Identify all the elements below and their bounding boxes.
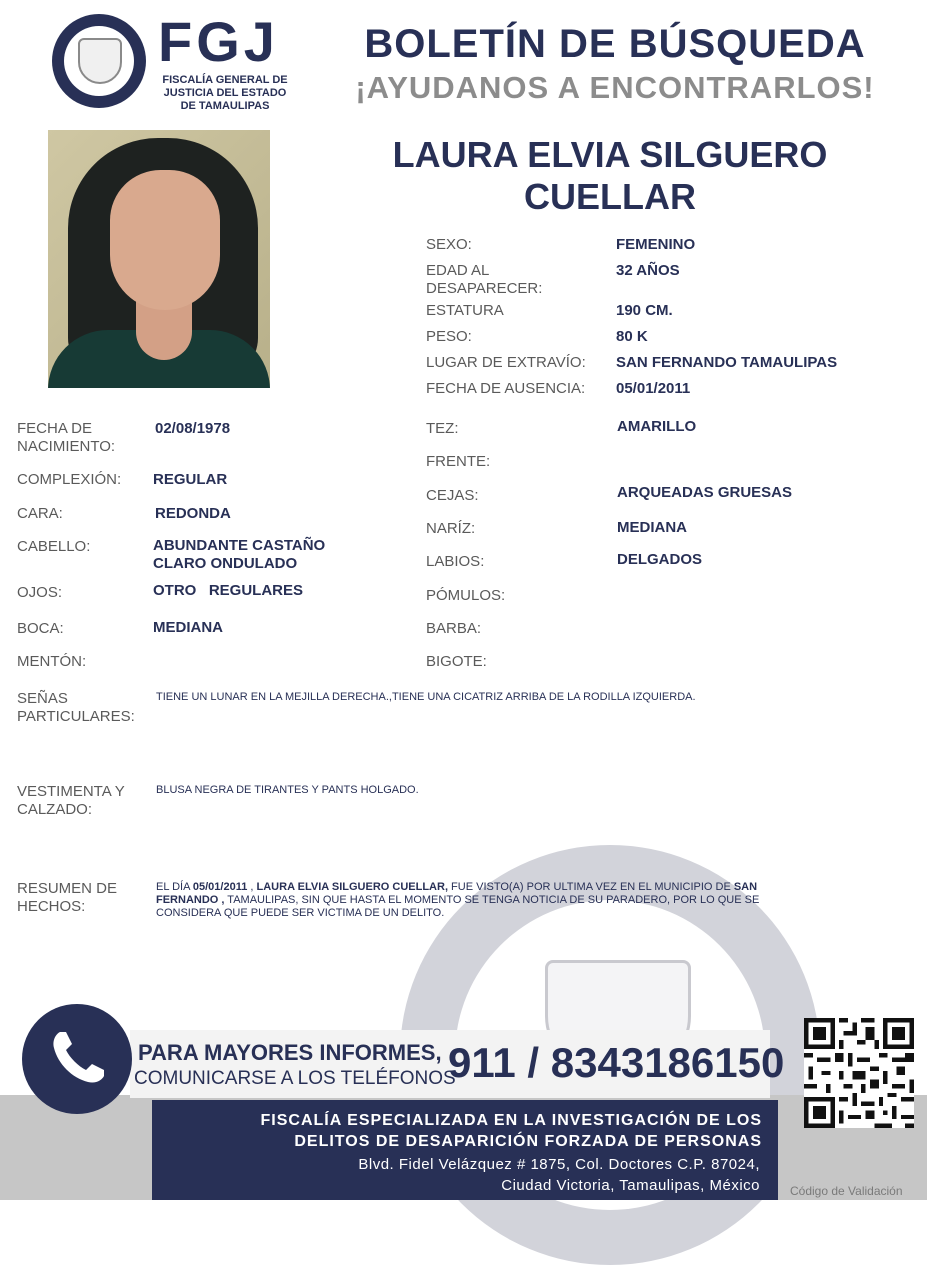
contact-heading: PARA MAYORES INFORMES, [138,1040,442,1065]
complexion-value: REGULAR [153,471,228,488]
cejas-label: CEJAS: [426,487,479,504]
senas-label [17,690,135,726]
address-line: Ciudad Victoria, Tamaulipas, México [501,1177,760,1194]
lugar-value: SAN FERNANDO TAMAULIPAS [616,354,838,371]
edad-label-line: DESAPARECER: [426,280,543,297]
fiscalia-name-line: DELITOS DE DESAPARICIÓN FORZADA DE PERSONAS [294,1133,762,1150]
resumen-text [156,881,846,920]
person-name-line: LAURA ELVIA SILGUERO [392,134,828,175]
nacimiento-label-line: FECHA DE [17,420,93,437]
contact-subheading: COMUNICARSE A LOS TELÉFONOS [134,1068,456,1089]
pomulos-label: PÓMULOS: [426,587,506,604]
sexo-label: SEXO: [426,236,472,253]
tez-value: AMARILLO [617,418,697,435]
person-name [340,134,880,218]
person-name-line: CUELLAR [524,176,696,217]
contact-phone-numbers[interactable]: 911 / 8343186150 [448,1039,785,1086]
vestimenta-label [17,783,125,819]
menton-label: MENTÓN: [17,653,87,670]
peso-label: PESO: [426,328,472,345]
logo-sub-line: JUSTICIA DEL ESTADO [163,87,287,99]
resumen-name: LAURA ELVIA SILGUERO CUELLAR, [256,881,448,893]
bulletin-subtitle: ¡AYUDANOS A ENCONTRARLOS! [355,70,875,105]
logo-text: FGJ [158,10,279,73]
nariz-value: MEDIANA [617,519,687,536]
senas-value: TIENE UN LUNAR EN LA MEJILLA DERECHA.,TIENE UNA CICATRIZ ARRIBA DE LA RODILLA IZQUIERDA. [156,691,696,703]
logo-sub-line: FISCALÍA GENERAL DE [162,74,288,86]
cabello-value-line: ABUNDANTE CASTAÑO [153,537,326,554]
validation-qr-code[interactable] [804,1018,914,1128]
vestimenta-label-line: CALZADO: [17,801,93,818]
resumen-line: CONSIDERA QUE PUEDE SER VICTIMA DE UN DELITO. [156,907,445,919]
resumen-label-line: HECHOS: [17,898,86,915]
boca-label: BOCA: [17,620,64,637]
cabello-value [153,537,325,573]
fiscalia-address [162,1154,760,1196]
logo-subtitle [158,74,292,113]
resumen-fragment: EL DÍA [156,881,193,893]
edad-label-line: EDAD AL [426,262,490,279]
nacimiento-value: 02/08/1978 [155,420,231,437]
resumen-label-line: RESUMEN DE [17,880,118,897]
cara-value: REDONDA [155,505,231,522]
resumen-date: 05/01/2011 [192,881,248,893]
tez-label: TEZ: [426,420,459,437]
cara-label: CARA: [17,505,63,522]
boca-value: MEDIANA [153,619,223,636]
frente-label: FRENTE: [426,453,491,470]
fiscalia-name [162,1110,762,1152]
sexo-value: FEMENINO [616,236,696,253]
resumen-line [156,894,846,907]
edad-value: 32 AÑOS [616,262,680,279]
bigote-label: BIGOTE: [426,653,487,670]
cejas-value: ARQUEADAS GRUESAS [617,484,793,501]
ojos-label: OJOS: [17,584,63,601]
address-line: Blvd. Fidel Velázquez # 1875, Col. Doctores C.P. 87024, [358,1156,760,1173]
senas-label-line: PARTICULARES: [17,708,135,725]
fecha-ausencia-label: FECHA DE AUSENCIA: [426,380,586,397]
edad-label [426,262,542,298]
vestimenta-label-line: VESTIMENTA Y [17,783,125,800]
complexion-label: COMPLEXIÓN: [17,471,122,488]
nariz-label: NARÍZ: [426,520,476,537]
resumen-place: FERNANDO , [156,894,225,906]
labios-value: DELGADOS [617,551,703,568]
estatura-label: ESTATURA [426,302,504,319]
ojos-value: OTRO REGULARES [153,582,304,599]
resumen-fragment: TAMAULIPAS, SIN QUE HASTA EL MOMENTO SE TENGA NOTICIA DE SU PARADERO, POR LO QUE SE [224,894,760,906]
resumen-place: SAN [733,881,758,893]
peso-value: 80 K [616,328,648,345]
missing-person-photo [48,130,270,388]
labios-label: LABIOS: [426,553,485,570]
validation-code-label: Código de Validación [790,1184,903,1198]
cabello-label: CABELLO: [17,538,91,555]
fecha-ausencia-value: 05/01/2011 [616,380,691,397]
nacimiento-label-line: NACIMIENTO: [17,438,116,455]
cabello-value-line: CLARO ONDULADO [153,555,298,572]
bulletin-title: BOLETÍN DE BÚSQUEDA [364,22,866,66]
photo-face [110,170,220,310]
senas-label-line: SEÑAS [17,690,68,707]
fgj-coat-of-arms-icon [78,38,122,84]
resumen-fragment: , [247,881,257,893]
nacimiento-label [17,420,115,456]
resumen-label [17,880,117,916]
estatura-value: 190 CM. [616,302,673,319]
resumen-fragment: FUE VISTO(A) POR ULTIMA VEZ EN EL MUNICIPIO DE [448,881,734,893]
phone-icon [46,1026,110,1090]
vestimenta-value: BLUSA NEGRA DE TIRANTES Y PANTS HOLGADO. [156,784,419,796]
barba-label: BARBA: [426,620,482,637]
resumen-line [156,881,846,894]
lugar-label: LUGAR DE EXTRAVÍO: [426,354,586,371]
logo-sub-line: DE TAMAULIPAS [180,100,270,112]
fiscalia-name-line: FISCALÍA ESPECIALIZADA EN LA INVESTIGACIÓN DE LOS [260,1112,762,1129]
